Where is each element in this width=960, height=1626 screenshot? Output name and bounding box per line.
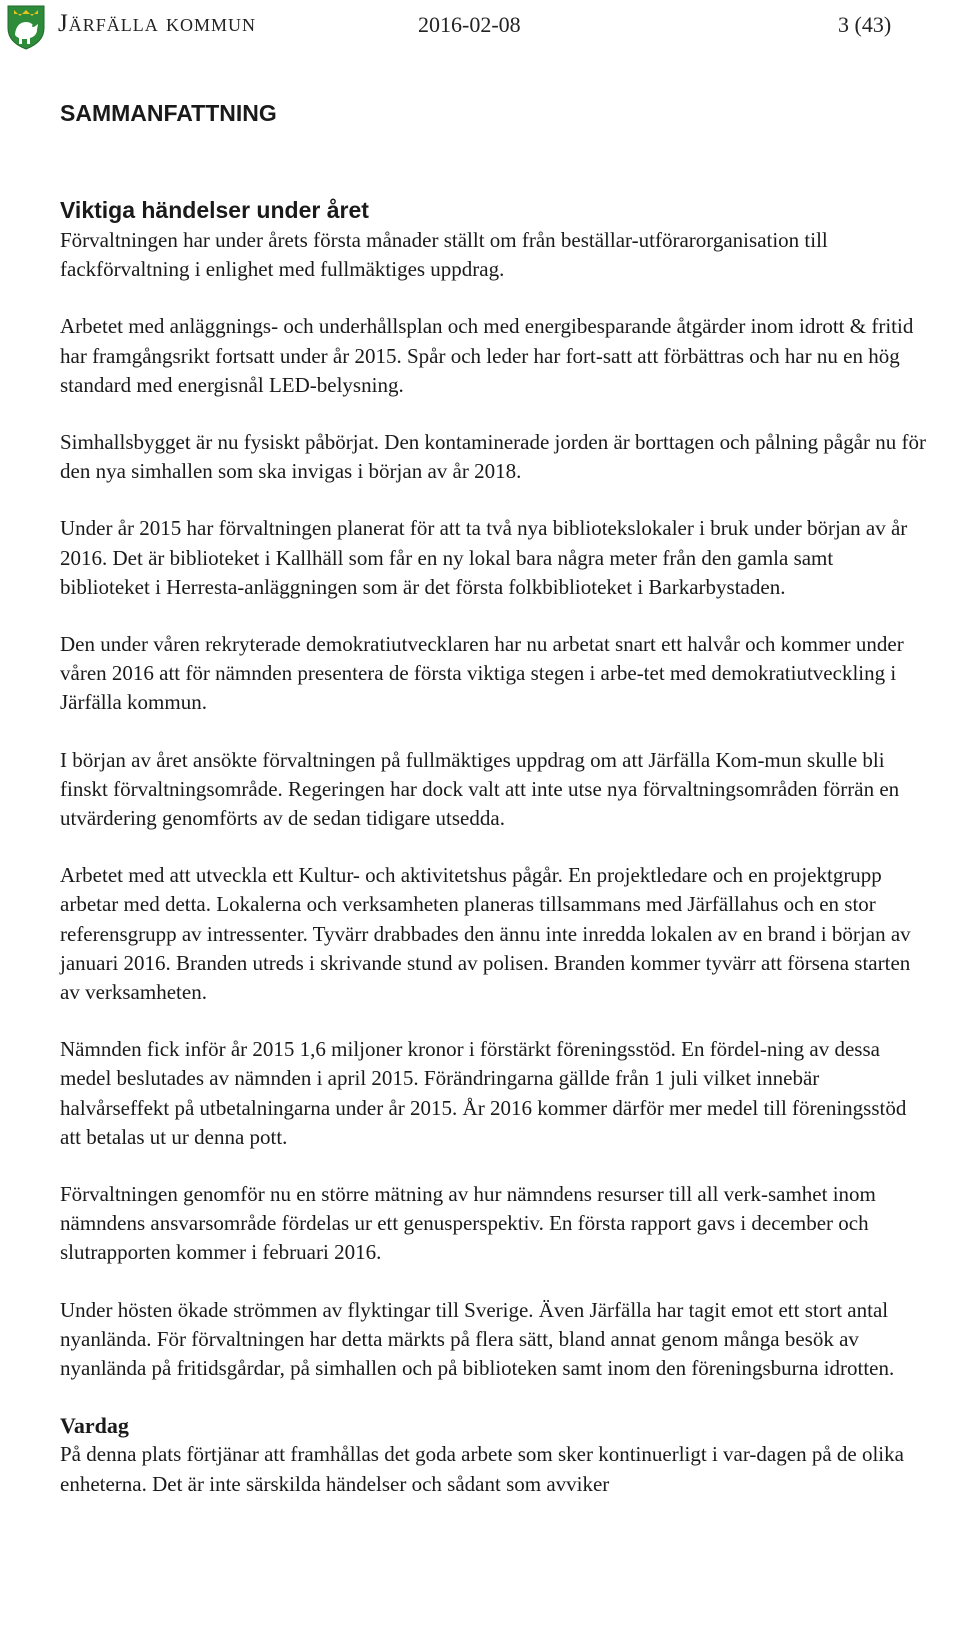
paragraph: Simhallsbygget är nu fysiskt påbörjat. Den kontaminerade jorden är borttagen och pålning pågår nu för den nya simhallen som ska invigas i början av år 2018. xyxy=(60,430,927,484)
paragraph: I början av året ansökte förvaltningen på fullmäktiges uppdrag om att Järfälla Kom-mun skulle bli finskt förvaltningsområde. Regeringen har dock valt att inte utse nya förvaltningsområden förrän en utvärdering genomförts av de sedan tidigare utsedda. xyxy=(60,747,900,831)
paragraph: Arbetet med anläggnings- och underhållsplan och med energibesparande åtgärder inom idrott & fritid har framgångsrikt fortsatt under år 2015. Spår och leder har fort-satt att förbättras och har nu en hög standard med energisnål LED-belysning. xyxy=(60,314,914,397)
paragraph: Den under våren rekryterade demokratiutvecklaren har nu arbetat snart ett halvår och kommer under våren 2016 att för nämnden presentera de första viktiga stegen i arbe-tet med demokratiutveckling i Järfälla kommun. xyxy=(60,632,904,715)
paragraph-vardag: På denna plats förtjänar att framhållas det goda arbete som sker kontinuerligt i var-dagen på de olika enheterna. Det är inte särskilda händelser och sådant som avviker xyxy=(60,1442,904,1496)
organization-name: Järfälla kommun xyxy=(58,10,256,37)
document-body xyxy=(60,98,928,1499)
page-number: 3 (43) xyxy=(838,12,892,37)
paragraph: Nämnden fick inför år 2015 1,6 miljoner kronor i förstärkt föreningsstöd. En fördel-ning av dessa medel beslutades av nämnden i april 2015. Förändringarna gällde från 1 juli vilket innebär halvårseffekt på utbetalningarna under år 2015. År 2016 kommer därför mer medel till föreningsstöd att betalas ut ur denna pott. xyxy=(60,1037,907,1149)
document-date: 2016-02-08 xyxy=(418,12,521,37)
paragraph: Förvaltningen genomför nu en större mätning av hur nämndens resurser till all verk-samhet inom nämndens ansvarsområde fördelas ur ett genusperspektiv. En första rapport gavs i december och slutrapporten kommer i februari 2016. xyxy=(60,1182,876,1265)
paragraph: Förvaltningen har under årets första månader ställt om från beställar-utförarorganisation till fackförvaltning i enlighet med fullmäktiges uppdrag. xyxy=(60,228,828,282)
paragraph: Under år 2015 har förvaltningen planerat för att ta två nya bibliotekslokaler i bruk under början av år 2016. Det är biblioteket i Kallhäll som får en ny lokal bara några meter från den gamla samt biblioteket i Herresta-anläggningen som är det första folkbiblioteket i Barkarbystaden. xyxy=(60,516,908,599)
jarfalla-coat-of-arms-icon xyxy=(6,4,46,50)
section-title: SAMMANFATTNING xyxy=(60,100,277,126)
paragraph: Under hösten ökade strömmen av flyktingar till Sverige. Även Järfälla har tagit emot ett stort antal nyanlända. För förvaltningen har detta märkts på flera sätt, bland annat genom många besök av nyanlända på fritidsgårdar, på simhallen och på biblioteken samt inom den föreningsburna idrotten. xyxy=(60,1297,895,1381)
subheading-important-events: Viktiga händelser under året xyxy=(60,197,369,223)
paragraph: Arbetet med att utveckla ett Kultur- och aktivitetshus pågår. En projektledare och en projektgrupp arbetar med detta. Lokalerna och verksamheten planeras tillsammans med Järfällahus och en stor referensgrupp av intressenter. Tyvärr drabbades den ännu inte inredda lokalen av en brand i början av januari 2016. Branden utreds i skrivande stund av polisen. Branden kommer tyvärr att försena starten av verksamheten. xyxy=(60,863,911,1005)
page-header xyxy=(0,0,960,56)
subheading-vardag: Vardag xyxy=(60,1413,129,1439)
